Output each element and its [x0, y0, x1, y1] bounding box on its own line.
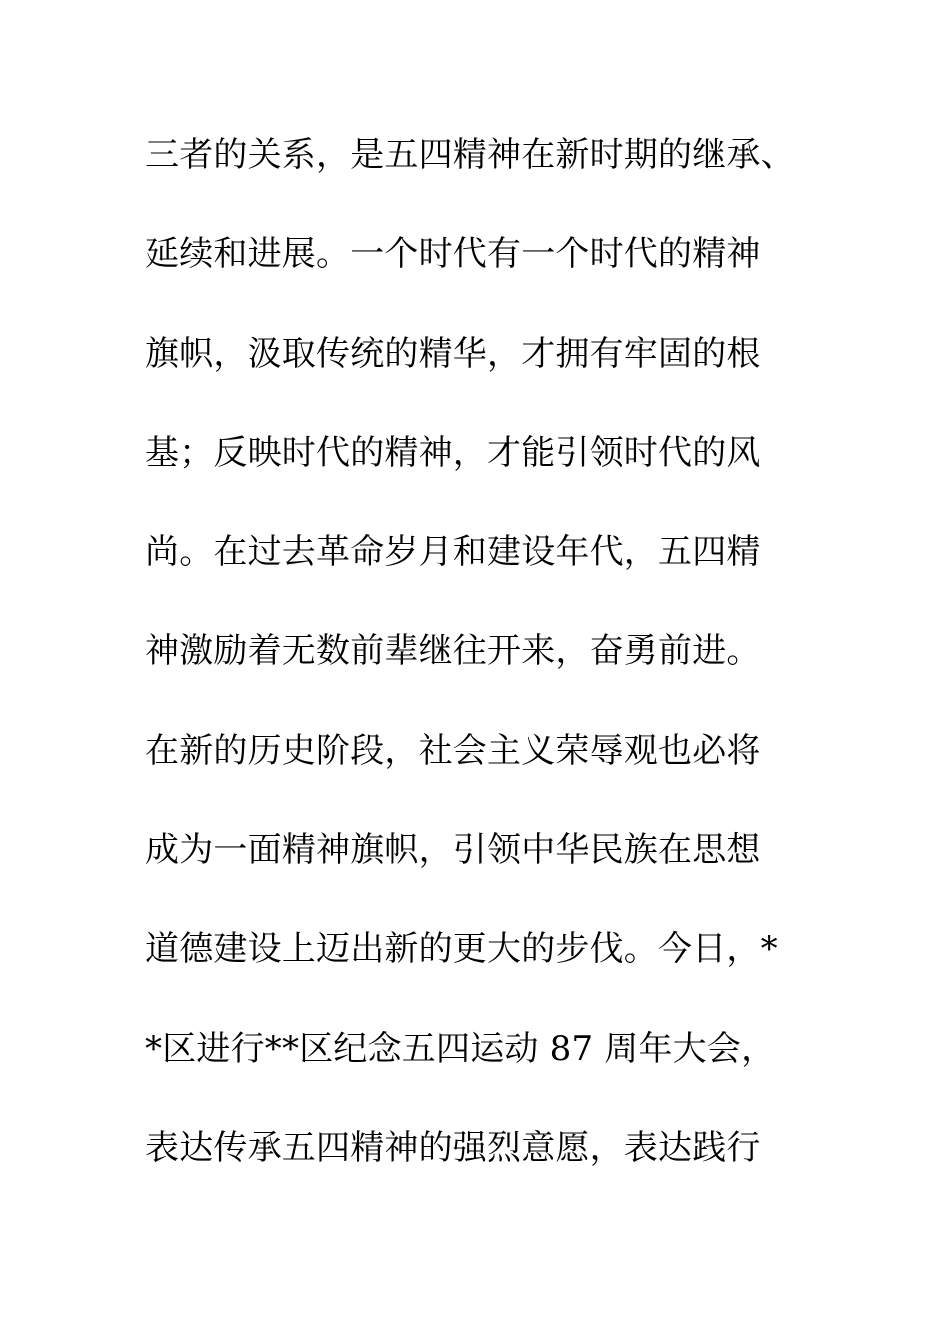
text-line: *区进行**区纪念五四运动 87 周年大会，: [145, 1028, 776, 1069]
text-line: 神激励着无数前辈继往开来，奋勇前进。: [145, 631, 761, 672]
text-line: 表达传承五四精神的强烈意愿，表达践行: [145, 1127, 761, 1168]
text-line: 三者的关系，是五四精神在新时期的继承、: [145, 135, 795, 175]
text-line: 道德建设上迈出新的更大的步伐。今日，*: [145, 929, 778, 970]
text-line: 基；反映时代的精神，才能引领时代的风: [145, 432, 761, 473]
text-line: 延续和进展。一个时代有一个时代的精神: [145, 234, 761, 275]
text-line: 成为一面精神旗帜，引领中华民族在思想: [145, 830, 761, 871]
text-line: 旗帜，汲取传统的精华，才拥有牢固的根: [145, 333, 761, 374]
text-line: 尚。在过去革命岁月和建设年代，五四精: [145, 532, 761, 573]
body-text: [145, 127, 825, 1219]
text-line: 在新的历史阶段，社会主义荣辱观也必将: [145, 730, 761, 771]
